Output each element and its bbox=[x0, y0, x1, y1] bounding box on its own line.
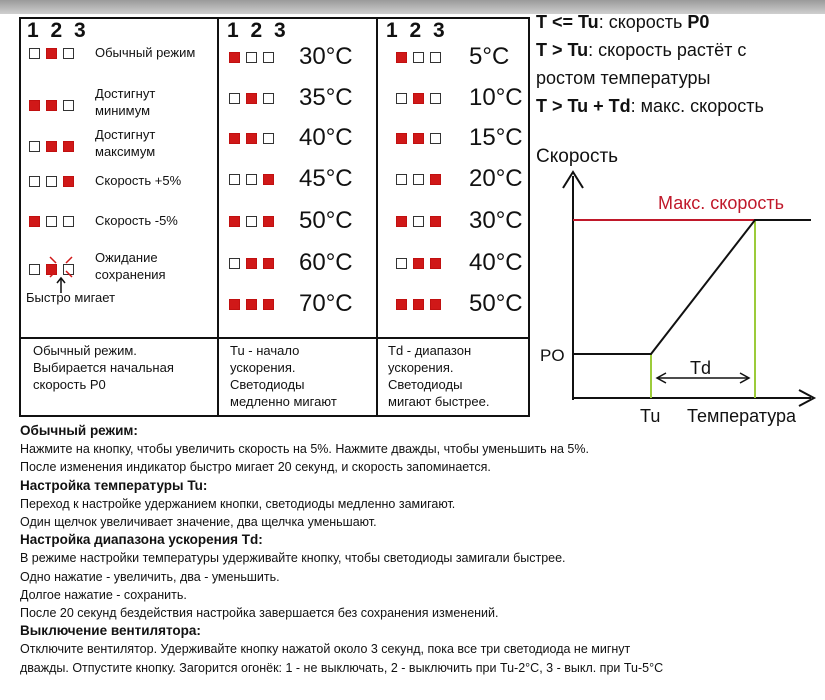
instruction-line: Переход к настройке удержанием кнопки, светодиоды медленно замигают. bbox=[20, 496, 456, 511]
led-2-off bbox=[246, 52, 257, 63]
y-axis-label: Скорость bbox=[536, 146, 619, 167]
caption-line: медленно мигают bbox=[230, 394, 337, 409]
led-row bbox=[229, 45, 299, 69]
led-3-on bbox=[263, 299, 274, 310]
rule-condition: T > Tu + Td bbox=[536, 96, 631, 116]
rule-line bbox=[536, 64, 764, 92]
p0-label: PO bbox=[540, 346, 565, 365]
led-3-off bbox=[263, 52, 274, 63]
caption-line: ускорения. bbox=[230, 360, 296, 375]
mode-label bbox=[95, 249, 166, 283]
led-3-off bbox=[430, 93, 441, 104]
section-heading: Выключение вентилятора: bbox=[20, 623, 201, 639]
rule-text: ростом температуры bbox=[536, 68, 711, 88]
tu-level-temp: 40°C bbox=[299, 124, 353, 151]
led-1-on bbox=[396, 299, 407, 310]
caption-line: Обычный режим. bbox=[33, 343, 137, 358]
caption-line: Td - диапазон bbox=[388, 343, 472, 358]
led-1-off bbox=[229, 93, 240, 104]
led-group bbox=[396, 126, 447, 150]
rule-condition: T <= Tu bbox=[536, 12, 599, 32]
tu-level-temp: 50°C bbox=[299, 207, 353, 234]
td-level-temp: 20°C bbox=[469, 165, 523, 192]
led-2-on bbox=[46, 141, 57, 152]
led-3-off bbox=[430, 133, 441, 144]
led-row bbox=[229, 167, 299, 191]
rule-line bbox=[536, 8, 764, 36]
led-3-off bbox=[63, 48, 74, 59]
led-1-on bbox=[229, 133, 240, 144]
caption-divider bbox=[21, 337, 528, 339]
led-2-off bbox=[46, 216, 57, 227]
led-2-off bbox=[246, 216, 257, 227]
led-3-on bbox=[430, 174, 441, 185]
led-1-on bbox=[396, 52, 407, 63]
rule-text: : скорость растёт с bbox=[588, 40, 747, 60]
led-group bbox=[396, 209, 447, 233]
led-row bbox=[396, 251, 466, 275]
mode-label-line: Ожидание bbox=[95, 250, 158, 265]
rule-text: : скорость bbox=[598, 12, 688, 32]
led-2-on bbox=[246, 258, 257, 269]
caption-line: Tu - начало bbox=[230, 343, 300, 358]
led-1-on bbox=[396, 133, 407, 144]
led-2-on bbox=[246, 133, 257, 144]
led-group bbox=[229, 45, 280, 69]
led-row bbox=[229, 86, 299, 110]
led-2-on bbox=[246, 93, 257, 104]
mode-label bbox=[95, 44, 195, 61]
column-divider bbox=[217, 19, 219, 415]
led-1-off bbox=[396, 93, 407, 104]
led-group bbox=[229, 167, 280, 191]
led-group bbox=[396, 292, 447, 316]
led-2-on bbox=[413, 299, 424, 310]
led-2-on bbox=[46, 100, 57, 111]
led-1-on bbox=[229, 216, 240, 227]
tu-level-temp: 30°C bbox=[299, 43, 353, 70]
max-speed-label: Макс. скорость bbox=[658, 193, 785, 213]
led-1-off bbox=[229, 174, 240, 185]
led-3-off bbox=[263, 93, 274, 104]
instruction-line: Отключите вентилятор. Удерживайте кнопку нажатой около 3 секунд, пока все три светодиода не мигнут bbox=[20, 642, 631, 657]
led-1-off bbox=[29, 264, 40, 275]
led-1-on bbox=[396, 216, 407, 227]
led-2-on bbox=[246, 299, 257, 310]
x-axis-label: Температура bbox=[687, 406, 797, 426]
mode-label-line: Обычный режим bbox=[95, 45, 196, 60]
led-row bbox=[396, 209, 466, 233]
led-1-off bbox=[29, 176, 40, 187]
led-row bbox=[396, 86, 466, 110]
instruction-line: После 20 секунд бездействия настройка завершается без сохранения изменений. bbox=[20, 606, 499, 621]
led-3-off bbox=[430, 52, 441, 63]
led-group bbox=[229, 126, 280, 150]
led-1-off bbox=[29, 141, 40, 152]
led-3-off bbox=[263, 133, 274, 144]
led-row bbox=[396, 126, 466, 150]
led-2-on bbox=[46, 48, 57, 59]
led-3-on bbox=[63, 176, 74, 187]
led-2-off bbox=[413, 52, 424, 63]
led-column-numbers: 1 2 3 bbox=[27, 19, 89, 42]
tu-level-temp: 70°C bbox=[299, 290, 353, 317]
blink-note: Быстро мигает bbox=[26, 290, 116, 305]
tu-level-temp: 35°C bbox=[299, 84, 353, 111]
caption-line: Светодиоды bbox=[388, 377, 463, 392]
mode-label bbox=[95, 85, 155, 119]
rule-text: : макс. скорость bbox=[630, 96, 764, 116]
led-1-on bbox=[229, 299, 240, 310]
led-2-off bbox=[413, 216, 424, 227]
led-legend-table bbox=[19, 17, 530, 417]
led-group bbox=[29, 41, 80, 65]
led-group bbox=[229, 209, 280, 233]
led-group bbox=[29, 169, 80, 193]
led-column-numbers: 1 2 3 bbox=[386, 19, 448, 42]
mode-label-line: Скорость +5% bbox=[95, 173, 182, 188]
led-row bbox=[229, 251, 299, 275]
led-2-on bbox=[413, 133, 424, 144]
section-heading: Настройка температуры Tu: bbox=[20, 477, 208, 493]
led-1-off bbox=[229, 258, 240, 269]
led-2-on bbox=[413, 258, 424, 269]
td-level-temp: 40°C bbox=[469, 249, 523, 276]
led-group bbox=[29, 93, 80, 117]
led-1-off bbox=[29, 48, 40, 59]
led-group bbox=[29, 134, 80, 158]
led-1-on bbox=[29, 216, 40, 227]
led-3-on bbox=[263, 174, 274, 185]
column-caption bbox=[230, 342, 337, 410]
mode-label-line: минимум bbox=[95, 103, 151, 118]
instruction-line: Нажмите на кнопку, чтобы увеличить скорость на 5%. Нажмите дважды, чтобы уменьшить на 5%. bbox=[20, 442, 589, 457]
instruction-line: Долгое нажатие - сохранить. bbox=[20, 587, 187, 602]
section-heading: Настройка диапазона ускорения Td: bbox=[20, 532, 263, 548]
led-group bbox=[396, 45, 447, 69]
led-3-off bbox=[63, 100, 74, 111]
led-row bbox=[229, 292, 299, 316]
tu-level-temp: 45°C bbox=[299, 165, 353, 192]
led-3-on bbox=[430, 299, 441, 310]
td-level-temp: 50°C bbox=[469, 290, 523, 317]
led-1-on bbox=[229, 52, 240, 63]
caption-line: мигают быстрее. bbox=[388, 394, 490, 409]
led-row bbox=[229, 126, 299, 150]
led-2-on bbox=[413, 93, 424, 104]
mode-label-line: Достигнут bbox=[95, 86, 156, 101]
led-group bbox=[396, 86, 447, 110]
mode-label-line: сохранения bbox=[95, 267, 166, 282]
led-3-on bbox=[63, 141, 74, 152]
rule-condition: T > Tu bbox=[536, 40, 589, 60]
led-group bbox=[396, 167, 447, 191]
instructions bbox=[20, 422, 820, 677]
mode-label bbox=[95, 126, 155, 160]
led-3-on bbox=[263, 216, 274, 227]
led-column-numbers: 1 2 3 bbox=[227, 19, 289, 42]
instruction-line: После изменения индикатор быстро мигает 20 секунд, и скорость запоминается. bbox=[20, 460, 491, 475]
td-label: Td bbox=[690, 358, 712, 378]
rule-line bbox=[536, 92, 764, 120]
instruction-line: Один щелчок увеличивает значение, два щелчка уменьшают. bbox=[20, 515, 377, 530]
led-group bbox=[229, 86, 280, 110]
caption-line: Светодиоды bbox=[230, 377, 305, 392]
led-group bbox=[29, 209, 80, 233]
rule-line bbox=[536, 36, 764, 64]
mode-label-line: Достигнут bbox=[95, 127, 156, 142]
rule-value: P0 bbox=[687, 12, 710, 32]
column-caption bbox=[388, 342, 489, 410]
tu-label: Tu bbox=[640, 406, 661, 426]
led-row bbox=[396, 167, 466, 191]
led-row bbox=[229, 209, 299, 233]
td-level-temp: 15°C bbox=[469, 124, 523, 151]
mode-label bbox=[95, 172, 181, 189]
caption-line: ускорения. bbox=[388, 360, 454, 375]
led-2-off bbox=[413, 174, 424, 185]
led-row bbox=[396, 292, 466, 316]
speed-temperature-chart bbox=[536, 140, 821, 430]
led-group bbox=[396, 251, 447, 275]
led-3-off bbox=[63, 216, 74, 227]
instruction-line: дважды. Отпустите кнопку. Загорится огонёк: 1 - не выключать, 2 - выключить при Tu-2°C, 3 - выкл. при Tu-5°C bbox=[20, 660, 664, 675]
section-heading: Обычный режим: bbox=[20, 423, 138, 438]
led-3-on bbox=[430, 216, 441, 227]
td-level-temp: 10°C bbox=[469, 84, 523, 111]
td-level-temp: 5°C bbox=[469, 43, 510, 70]
mode-label-line: максимум bbox=[95, 144, 156, 159]
mode-label bbox=[95, 212, 178, 229]
caption-line: Выбирается начальная bbox=[33, 360, 174, 375]
tu-level-temp: 60°C bbox=[299, 249, 353, 276]
led-1-on bbox=[29, 100, 40, 111]
led-1-off bbox=[396, 258, 407, 269]
mode-label-line: Скорость -5% bbox=[95, 213, 178, 228]
led-3-on bbox=[263, 258, 274, 269]
led-2-off bbox=[46, 176, 57, 187]
instruction-line: В режиме настройки температуры удерживайте кнопку, чтобы светодиоды замигали быстрее. bbox=[20, 551, 566, 566]
instruction-line: Одно нажатие - увеличить, два - уменьшить. bbox=[20, 569, 280, 584]
td-level-temp: 30°C bbox=[469, 207, 523, 234]
speed-curve bbox=[573, 220, 811, 354]
led-group bbox=[229, 292, 280, 316]
speed-rules bbox=[536, 8, 764, 120]
led-group bbox=[229, 251, 280, 275]
led-3-on bbox=[430, 258, 441, 269]
column-divider bbox=[376, 19, 378, 415]
caption-line: скорость P0 bbox=[33, 377, 106, 392]
column-caption bbox=[33, 342, 174, 393]
led-row bbox=[396, 45, 466, 69]
led-1-off bbox=[396, 174, 407, 185]
led-2-off bbox=[246, 174, 257, 185]
